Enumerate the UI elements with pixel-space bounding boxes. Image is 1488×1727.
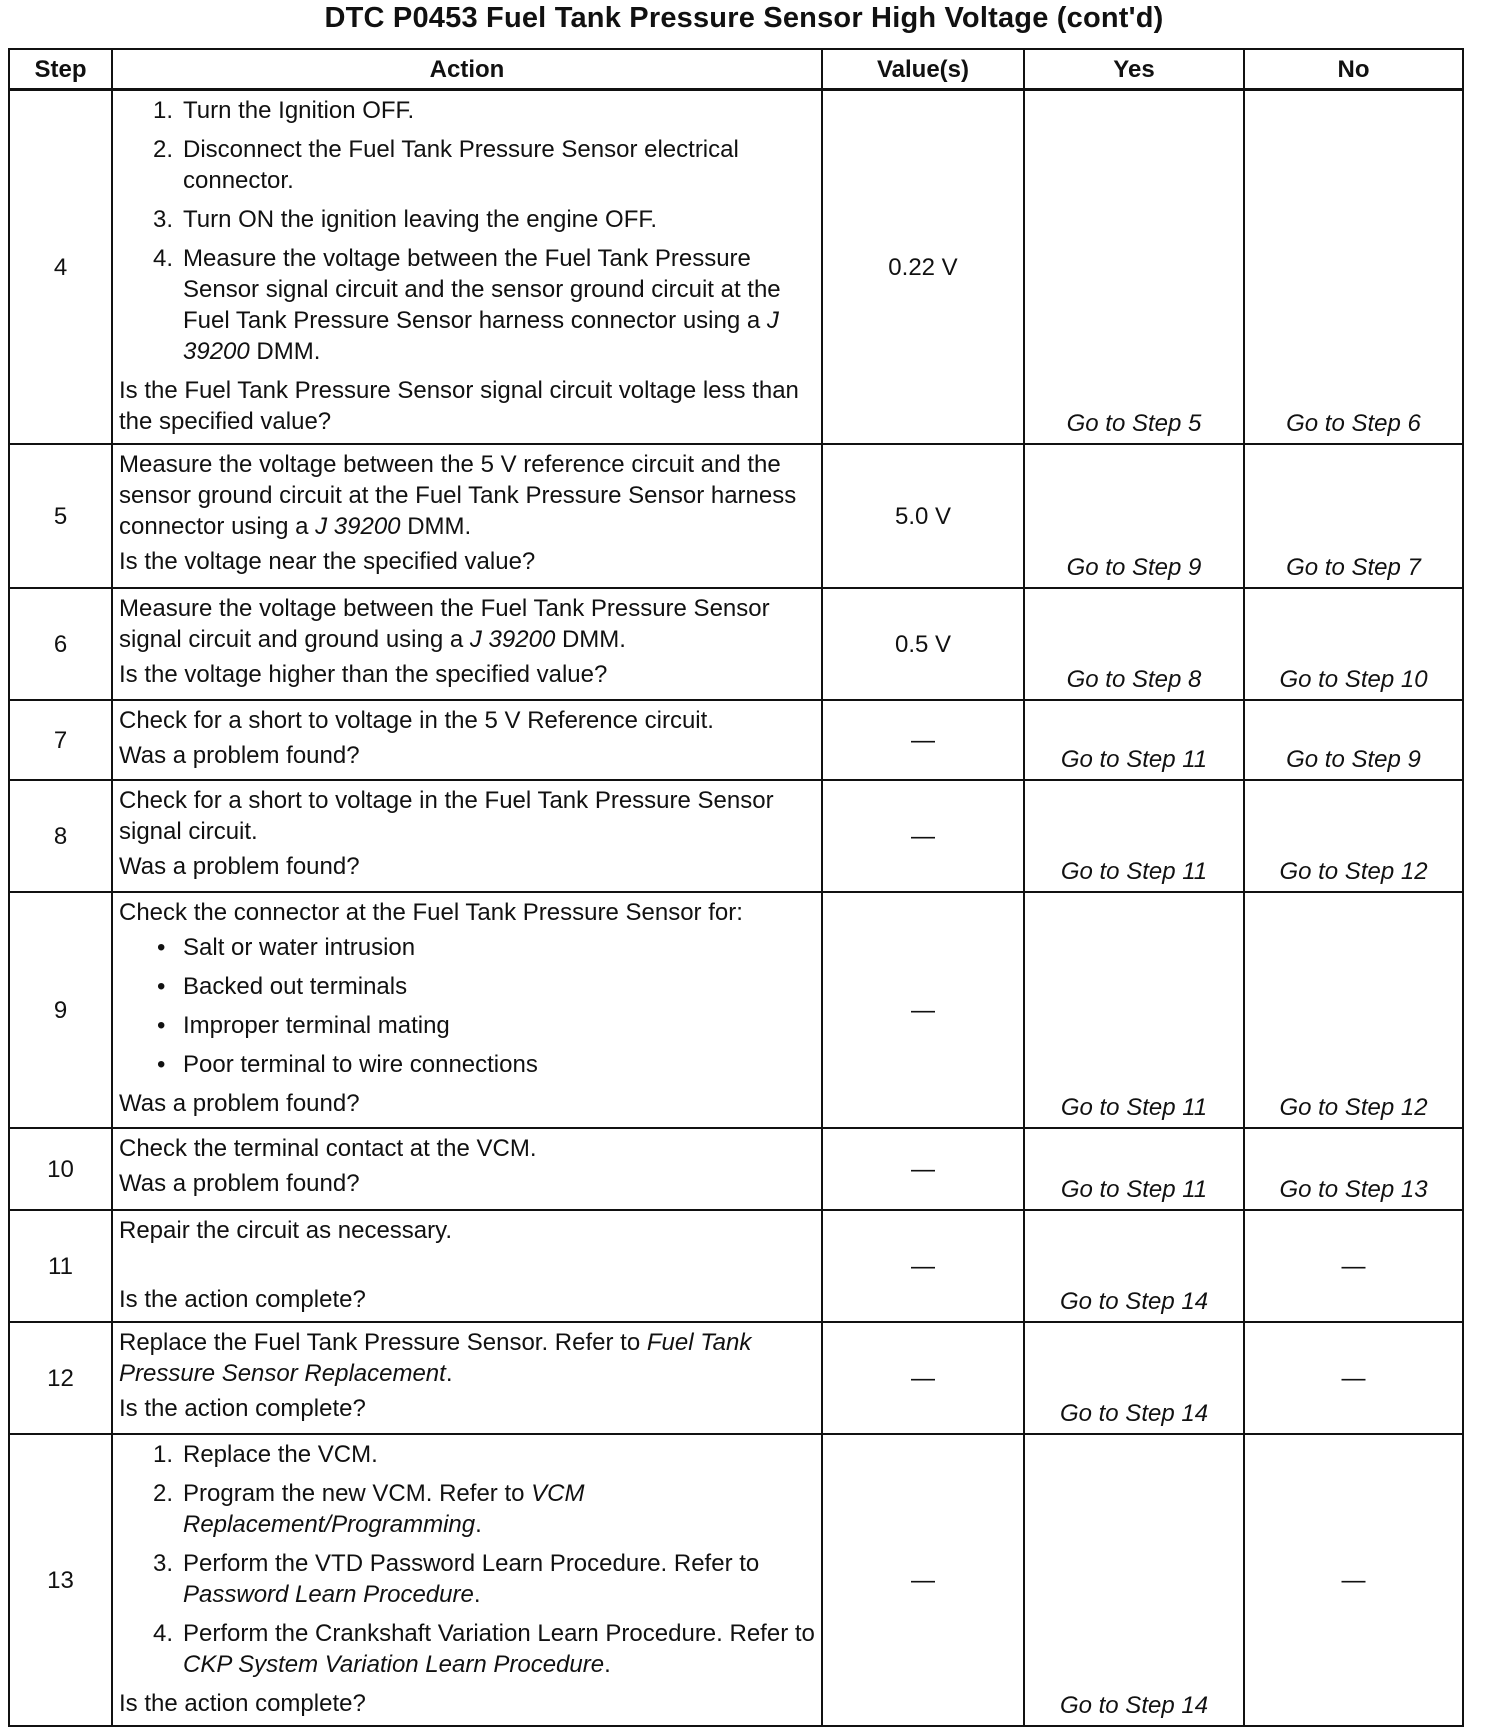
question-text: Was a problem found? — [119, 1170, 360, 1197]
table-row — [9, 1434, 1463, 1726]
value-cell: — — [822, 1128, 1024, 1210]
step-number: 12 — [9, 1322, 112, 1434]
list-item: 3. Perform the VTD Password Learn Procedure. Refer to Password Learn Procedure. — [152, 1550, 760, 1608]
yes-cell: Go to Step 14 — [1024, 1434, 1244, 1726]
question-text: Is the voltage near the specified value? — [119, 548, 536, 575]
page-title: DTC P0453 Fuel Tank Pressure Sensor High Voltage (cont'd) — [324, 2, 1164, 34]
step-number: 10 — [9, 1128, 112, 1210]
header-step: Step — [9, 49, 112, 90]
yes-cell: Go to Step 11 — [1024, 780, 1244, 892]
yes-cell: Go to Step 14 — [1024, 1322, 1244, 1434]
yes-cell: Go to Step 9 — [1024, 444, 1244, 588]
tool-reference: J 39200 — [315, 513, 401, 540]
no-cell: Go to Step 9 — [1244, 700, 1463, 780]
action-cell: Replace the Fuel Tank Pressure Sensor. Refer to Fuel Tank Pressure Sensor Replacement. Is the action complete? — [112, 1322, 822, 1434]
yes-cell: Go to Step 5 — [1024, 90, 1244, 445]
header-values: Value(s) — [822, 49, 1024, 90]
yes-cell: Go to Step 11 — [1024, 700, 1244, 780]
list-item: • Improper terminal mating — [157, 1012, 450, 1039]
tool-reference: J 39200 — [469, 626, 556, 653]
no-cell: Go to Step 6 — [1244, 90, 1463, 445]
value-cell: 0.22 V — [822, 90, 1024, 445]
action-cell: Measure the voltage between the 5 V reference circuit and the sensor ground circuit at the Fuel Tank Pressure Sensor harness connector using a J 39200 DMM. Is the voltage near the specified value? — [112, 444, 822, 588]
no-cell: — — [1244, 1322, 1463, 1434]
question-text: Is the action complete? — [119, 1690, 366, 1717]
yes-cell: Go to Step 11 — [1024, 1128, 1244, 1210]
question-text: Is the voltage higher than the specified value? — [119, 661, 608, 688]
list-item: 4. Measure the voltage between the Fuel Tank Pressure Sensor signal circuit and the sensor ground circuit at the Fuel Tank Pressure Sensor harness connector using a J 39200 DMM. — [152, 245, 781, 365]
table-row — [9, 444, 1463, 588]
table-row — [9, 588, 1463, 700]
step-number: 5 — [9, 444, 112, 588]
table-row — [9, 780, 1463, 892]
no-cell: Go to Step 12 — [1244, 780, 1463, 892]
value-cell: 0.5 V — [822, 588, 1024, 700]
doc-reference: CKP System Variation Learn Procedure — [183, 1651, 605, 1678]
value-cell: — — [822, 892, 1024, 1128]
question-text: Was a problem found? — [119, 853, 360, 880]
action-cell — [112, 1434, 822, 1726]
step-number: 4 — [9, 90, 112, 445]
step-number: 8 — [9, 780, 112, 892]
table-row — [9, 700, 1463, 780]
question-text: Is the action complete? — [119, 1395, 366, 1422]
step-number: 6 — [9, 588, 112, 700]
table-header-row — [9, 49, 1463, 90]
step-number: 11 — [9, 1210, 112, 1322]
no-cell: — — [1244, 1434, 1463, 1726]
header-action: Action — [112, 49, 822, 90]
action-cell: Measure the voltage between the Fuel Tank Pressure Sensor signal circuit and ground using a J 39200 DMM. Is the voltage higher than the specified value? — [112, 588, 822, 700]
step-number: 9 — [9, 892, 112, 1128]
action-cell: Check for a short to voltage in the Fuel Tank Pressure Sensor signal circuit. Was a problem found? — [112, 780, 822, 892]
list-item: 1. Replace the VCM. — [152, 1441, 378, 1468]
question-text: Was a problem found? — [119, 1090, 360, 1117]
table-row — [9, 892, 1463, 1128]
action-cell: Check the connector at the Fuel Tank Pressure Sensor for: • Salt or water intrusion • Backed out terminals • Improper terminal mating • Poor terminal to wire connections Was a problem found? — [112, 892, 822, 1128]
header-no: No — [1244, 49, 1463, 90]
action-cell: Check the terminal contact at the VCM. Was a problem found? — [112, 1128, 822, 1210]
list-item: • Poor terminal to wire connections — [157, 1051, 538, 1078]
question-text: Is the action complete? — [119, 1286, 366, 1313]
value-cell: — — [822, 1322, 1024, 1434]
value-cell: — — [822, 700, 1024, 780]
yes-cell: Go to Step 14 — [1024, 1210, 1244, 1322]
table-row — [9, 1322, 1463, 1434]
action-cell: Check for a short to voltage in the 5 V Reference circuit. Was a problem found? — [112, 700, 822, 780]
no-cell: Go to Step 7 — [1244, 444, 1463, 588]
question-text: Was a problem found? — [119, 742, 360, 769]
no-cell: Go to Step 13 — [1244, 1128, 1463, 1210]
value-cell: — — [822, 780, 1024, 892]
list-item: 1. Turn the Ignition OFF. — [152, 97, 415, 124]
step-number: 7 — [9, 700, 112, 780]
list-item: • Backed out terminals — [157, 973, 408, 1000]
yes-cell: Go to Step 8 — [1024, 588, 1244, 700]
question-text: Is the Fuel Tank Pressure Sensor signal circuit voltage less than the specified value? — [119, 377, 799, 435]
diagnostic-table — [8, 48, 1464, 1727]
table-row — [9, 1128, 1463, 1210]
list-item: • Salt or water intrusion — [157, 934, 416, 961]
list-item: 2. Program the new VCM. Refer to VCM Replacement/Programming. — [152, 1480, 585, 1538]
no-cell: — — [1244, 1210, 1463, 1322]
header-yes: Yes — [1024, 49, 1244, 90]
step-number: 13 — [9, 1434, 112, 1726]
list-item: 3. Turn ON the ignition leaving the engine OFF. — [152, 206, 658, 233]
tool-reference: J 39200 — [183, 307, 779, 365]
no-cell: Go to Step 12 — [1244, 892, 1463, 1128]
doc-reference: VCM Replacement/Programming — [183, 1480, 585, 1538]
action-cell: Repair the circuit as necessary. Is the action complete? — [112, 1210, 822, 1322]
no-cell: Go to Step 10 — [1244, 588, 1463, 700]
value-cell: 5.0 V — [822, 444, 1024, 588]
value-cell: — — [822, 1434, 1024, 1726]
yes-cell: Go to Step 11 — [1024, 892, 1244, 1128]
doc-reference: Fuel Tank Pressure Sensor Replacement — [119, 1329, 752, 1387]
list-item: 2. Disconnect the Fuel Tank Pressure Sensor electrical connector. — [152, 136, 739, 194]
value-cell: — — [822, 1210, 1024, 1322]
action-cell — [112, 90, 822, 445]
doc-reference: Password Learn Procedure — [183, 1581, 474, 1608]
list-item: 4. Perform the Crankshaft Variation Learn Procedure. Refer to CKP System Variation Learn Procedure. — [152, 1620, 815, 1678]
table-row — [9, 90, 1463, 445]
table-row — [9, 1210, 1463, 1322]
